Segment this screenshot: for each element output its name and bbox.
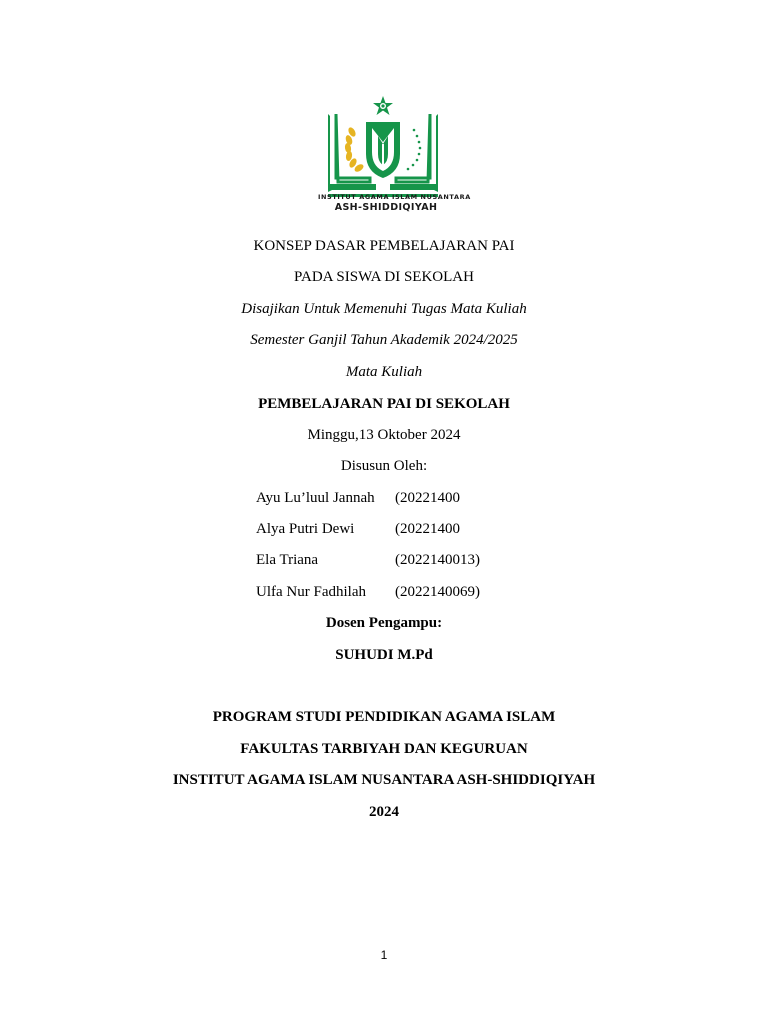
lecturer-label: Dosen Pengampu: <box>325 615 443 631</box>
title-line-2: PADA SISWA DI SEKOLAH <box>294 269 474 285</box>
course-label: Mata Kuliah <box>345 364 423 380</box>
author-id: (20221400 <box>395 490 460 506</box>
compiled-by-label: Disusun Oleh: <box>340 458 428 474</box>
logo-caption-name: ASH-SHIDDIQIYAH <box>334 202 438 213</box>
lecturer-name: SUHUDI M.Pd <box>335 647 433 663</box>
institute-name: INSTITUT AGAMA ISLAM NUSANTARA ASH-SHIDDIQIYAH <box>172 772 596 788</box>
faculty-name: FAKULTAS TARBIYAH DAN KEGURUAN <box>240 741 528 757</box>
purpose-text: Disajikan Untuk Memenuhi Tugas Mata Kuliah <box>241 301 527 317</box>
author-id: (2022140069) <box>395 584 480 600</box>
logo-caption-institute: INSTITUT AGAMA ISLAM NUSANTARA <box>318 193 471 201</box>
author-id: (2022140013) <box>395 552 480 568</box>
year-text: 2024 <box>369 804 399 820</box>
page-number: 1 <box>380 948 388 962</box>
author-name: Ulfa Nur Fadhilah <box>256 584 366 600</box>
author-id: (20221400 <box>395 521 460 537</box>
course-name: PEMBELAJARAN PAI DI SEKOLAH <box>258 396 510 412</box>
semester-text: Semester Ganjil Tahun Akademik 2024/2025 <box>250 332 518 348</box>
title-line-1: KONSEP DASAR PEMBELAJARAN PAI <box>253 238 515 254</box>
date-text: Minggu,13 Oktober 2024 <box>307 427 461 443</box>
program-name: PROGRAM STUDI PENDIDIKAN AGAMA ISLAM <box>212 709 556 725</box>
star-icon <box>373 96 393 115</box>
author-name: Ayu Lu’luul Jannah <box>256 490 375 506</box>
author-name: Alya Putri Dewi <box>256 521 355 537</box>
author-name: Ela Triana <box>256 552 319 568</box>
